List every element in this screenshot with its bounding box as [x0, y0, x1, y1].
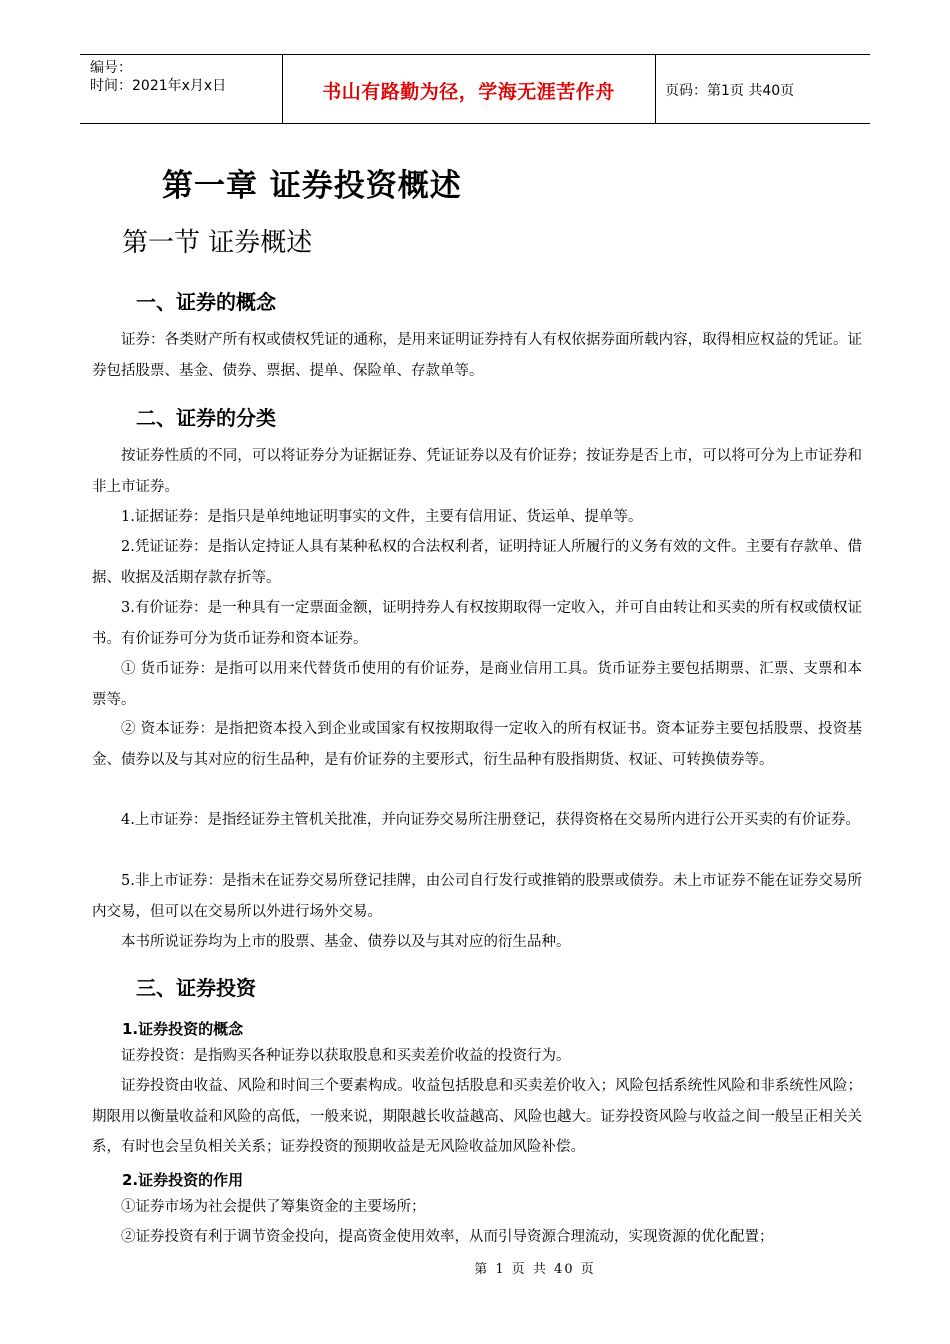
page-header	[80, 54, 870, 124]
paragraph: 证券：各类财产所有权或债权凭证的通称，是用来证明证券持有人有权依据券面所载内容，取得相应权益的凭证。证券包括股票、基金、债券、票据、提单、保险单、存款单等。	[92, 332, 862, 379]
page-footer: 第 1 页 共 40 页	[474, 1262, 596, 1277]
chapter-title: 第一章 证券投资概述	[162, 168, 462, 204]
header-divider	[655, 55, 656, 123]
document-time-label: 时间：2021年x月x日	[90, 78, 227, 94]
paragraph: 证券投资：是指购买各种证券以获取股息和买卖差价收益的投资行为。	[121, 1048, 571, 1064]
heading-investment: 三、证券投资	[136, 976, 256, 1000]
section-title: 第一节 证券概述	[122, 228, 313, 258]
paragraph: ① 货币证券：是指可以用来代替货币使用的有价证券，是商业信用工具。货币证券主要包括期票、汇票、支票和本票等。	[92, 661, 862, 708]
paragraph: 证券投资由收益、风险和时间三个要素构成。收益包括股息和买卖差价收入；风险包括系统性风险和非系统性风险；期限用以衡量收益和风险的高低，一般来说，期限越长收益越高、风险也越大。证券投资风险与收益之间一般呈正相关关系，有时也会呈负相关关系；证券投资的预期收益是无风险收益加风险补偿。	[92, 1078, 862, 1155]
paragraph: 3.有价证券：是一种具有一定票面金额，证明持券人有权按期取得一定收入，并可自由转让和买卖的所有权或债权证书。有价证券可分为货币证券和资本证券。	[92, 600, 862, 647]
heading-concept: 一、证券的概念	[136, 290, 276, 314]
document-number-label: 编号：	[90, 60, 132, 76]
header-meta	[90, 59, 226, 95]
header-motto: 书山有路勤为径，学海无涯苦作舟	[322, 81, 615, 103]
paragraph: ②证券投资有利于调节资金投向，提高资金使用效率，从而引导资源合理流动，实现资源的优化配置；	[121, 1229, 774, 1245]
paragraph: 1.证据证券：是指只是单纯地证明事实的文件，主要有信用证、货运单、提单等。	[121, 509, 643, 525]
paragraph: ①证券市场为社会提供了筹集资金的主要场所；	[121, 1199, 426, 1215]
paragraph: 本书所说证券均为上市的股票、基金、债券以及与其对应的衍生品种。	[121, 934, 571, 950]
paragraph: 2.凭证证券：是指认定持证人具有某种私权的合法权利者，证明持证人所履行的义务有效的文件。主要有存款单、借据、收据及活期存款存折等。	[92, 539, 862, 586]
paragraph: ② 资本证券：是指把资本投入到企业或国家有权按期取得一定收入的所有权证书。资本证券主要包括股票、投资基金、债券以及与其对应的衍生品种，是有价证券的主要形式，衍生品种有股指期货、权证、可转换债券等。	[92, 721, 862, 768]
paragraph: 按证券性质的不同，可以将证券分为证据证券、凭证证券以及有价证券；按证券是否上市，可以将可分为上市证券和非上市证券。	[92, 448, 862, 495]
heading-classification: 二、证券的分类	[136, 406, 276, 430]
paragraph: 5.非上市证券：是指未在证券交易所登记挂牌，由公司自行发行或推销的股票或债券。未上市证券不能在证券交易所内交易，但可以在交易所以外进行场外交易。	[92, 873, 862, 920]
heading-investment-concept: 1.证券投资的概念	[122, 1020, 244, 1038]
heading-investment-role: 2.证券投资的作用	[122, 1171, 244, 1189]
header-page-info: 页码：第1页 共40页	[665, 83, 795, 99]
paragraph: 4.上市证券：是指经证券主管机关批准，并向证券交易所注册登记，获得资格在交易所内进行公开买卖的有价证券。	[121, 812, 860, 828]
